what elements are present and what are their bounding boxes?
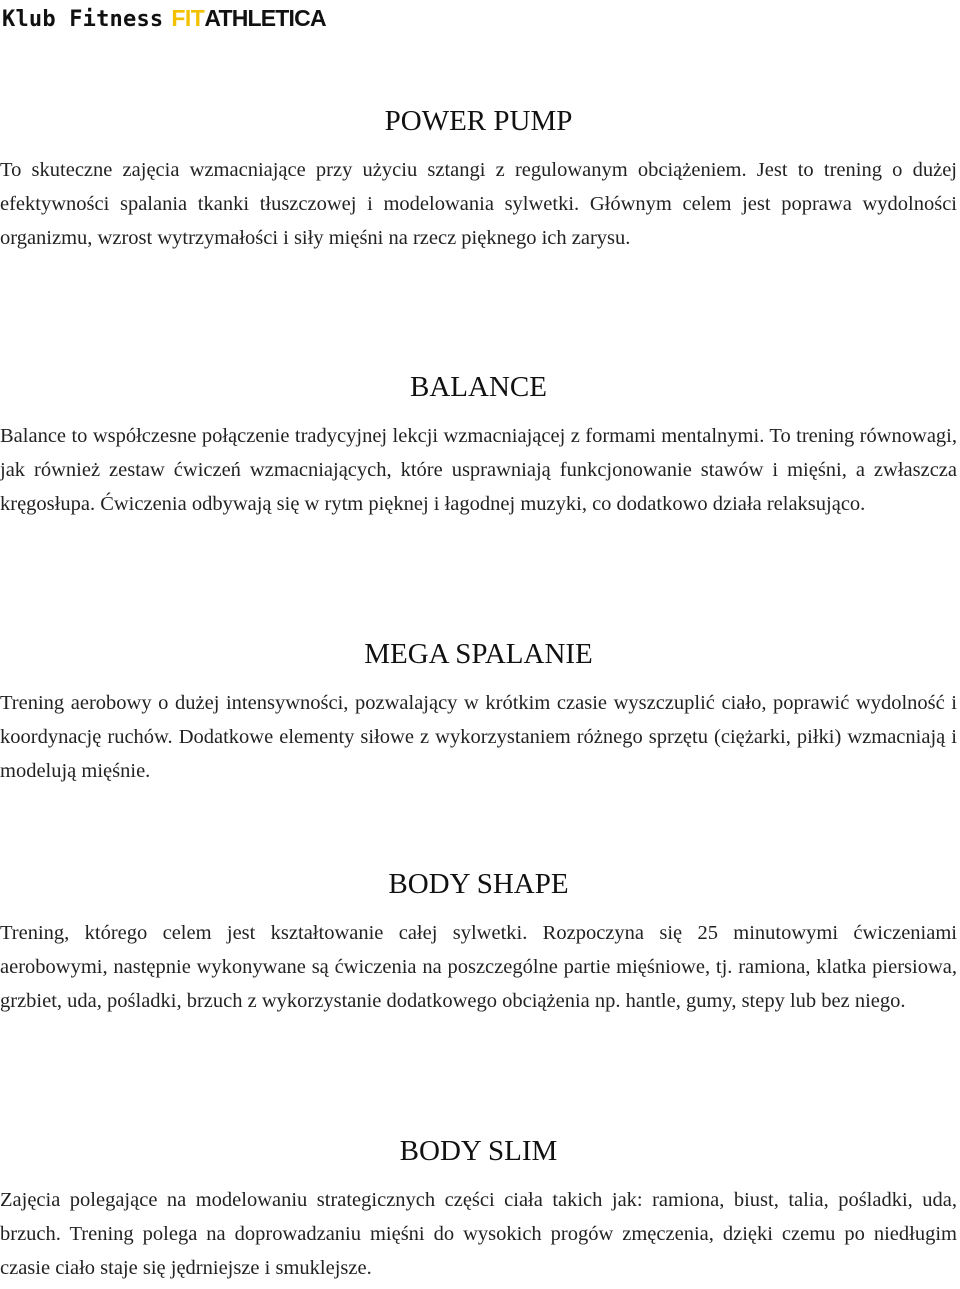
section-title: BODY SLIM [399, 1135, 558, 1167]
logo-text-fit: FIT [171, 5, 205, 31]
section-body-slim [0, 1134, 957, 1285]
section-text: Balance to współczesne połączenie tradycyjnej lekcji wzmacniającej z formami mentalnymi. To trening równowagi, jak również zestaw ćwiczeń wzmacniających, które usprawniają funkcjonowanie stawów i mięśni, a zwłaszcza kręgosłupa. Ćwiczenia odbywają się w rytm pięknej i łagodnej muzyki, co dodatkowo działa relaksująco. [0, 425, 957, 515]
section-power-pump [0, 104, 957, 255]
section-title: MEGA SPALANIE [364, 638, 593, 670]
section-text: Trening, którego celem jest kształtowanie całej sylwetki. Rozpoczyna się 25 minutowymi ćwiczeniami aerobowymi, następnie wykonywane są ćwiczenia na poszczególne partie mięśniowe, tj. ramiona, klatka piersiowa, grzbiet, uda, pośladki, brzuch z wykorzystanie dodatkowego obciążenia np. hantle, gumy, stepy lub bez niego. [0, 922, 957, 1012]
section-text: To skuteczne zajęcia wzmacniające przy użyciu sztangi z regulowanym obciążeniem. Jest to trening o dużej efektywności spalania tkanki tłuszczowej i modelowania sylwetki. Głównym celem jest poprawa wydolności organizmu, wzrost wytrzymałości i siły mięśni na rzecz pięknego ich zarysu. [0, 159, 957, 249]
section-body-shape [0, 867, 957, 1018]
logo-text-athletica: ATHLETICA [204, 5, 326, 31]
logo-text-klub-fitness: Klub Fitness [2, 7, 164, 32]
section-title: BALANCE [410, 371, 547, 403]
section-mega-spalanie [0, 637, 957, 788]
section-title: POWER PUMP [384, 105, 573, 137]
club-logo [2, 3, 326, 33]
section-balance [0, 370, 957, 521]
section-text: Trening aerobowy o dużej intensywności, pozwalający w krótkim czasie wyszczuplić ciało, poprawić wydolność i koordynację ruchów. Dodatkowe elementy siłowe z wykorzystaniem różnego sprzętu (ciężarki, piłki) wzmacniają i modelują mięśnie. [0, 692, 957, 782]
section-title: BODY SHAPE [388, 868, 569, 900]
section-text: Zajęcia polegające na modelowaniu strategicznych części ciała takich jak: ramiona, biust, talia, pośladki, uda, brzuch. Trening polega na doprowadzaniu mięśni do wysokich progów zmęczenia, dzięki czemu po niedługim czasie ciało staje się jędrniejsze i smuklejsze. [0, 1189, 957, 1279]
